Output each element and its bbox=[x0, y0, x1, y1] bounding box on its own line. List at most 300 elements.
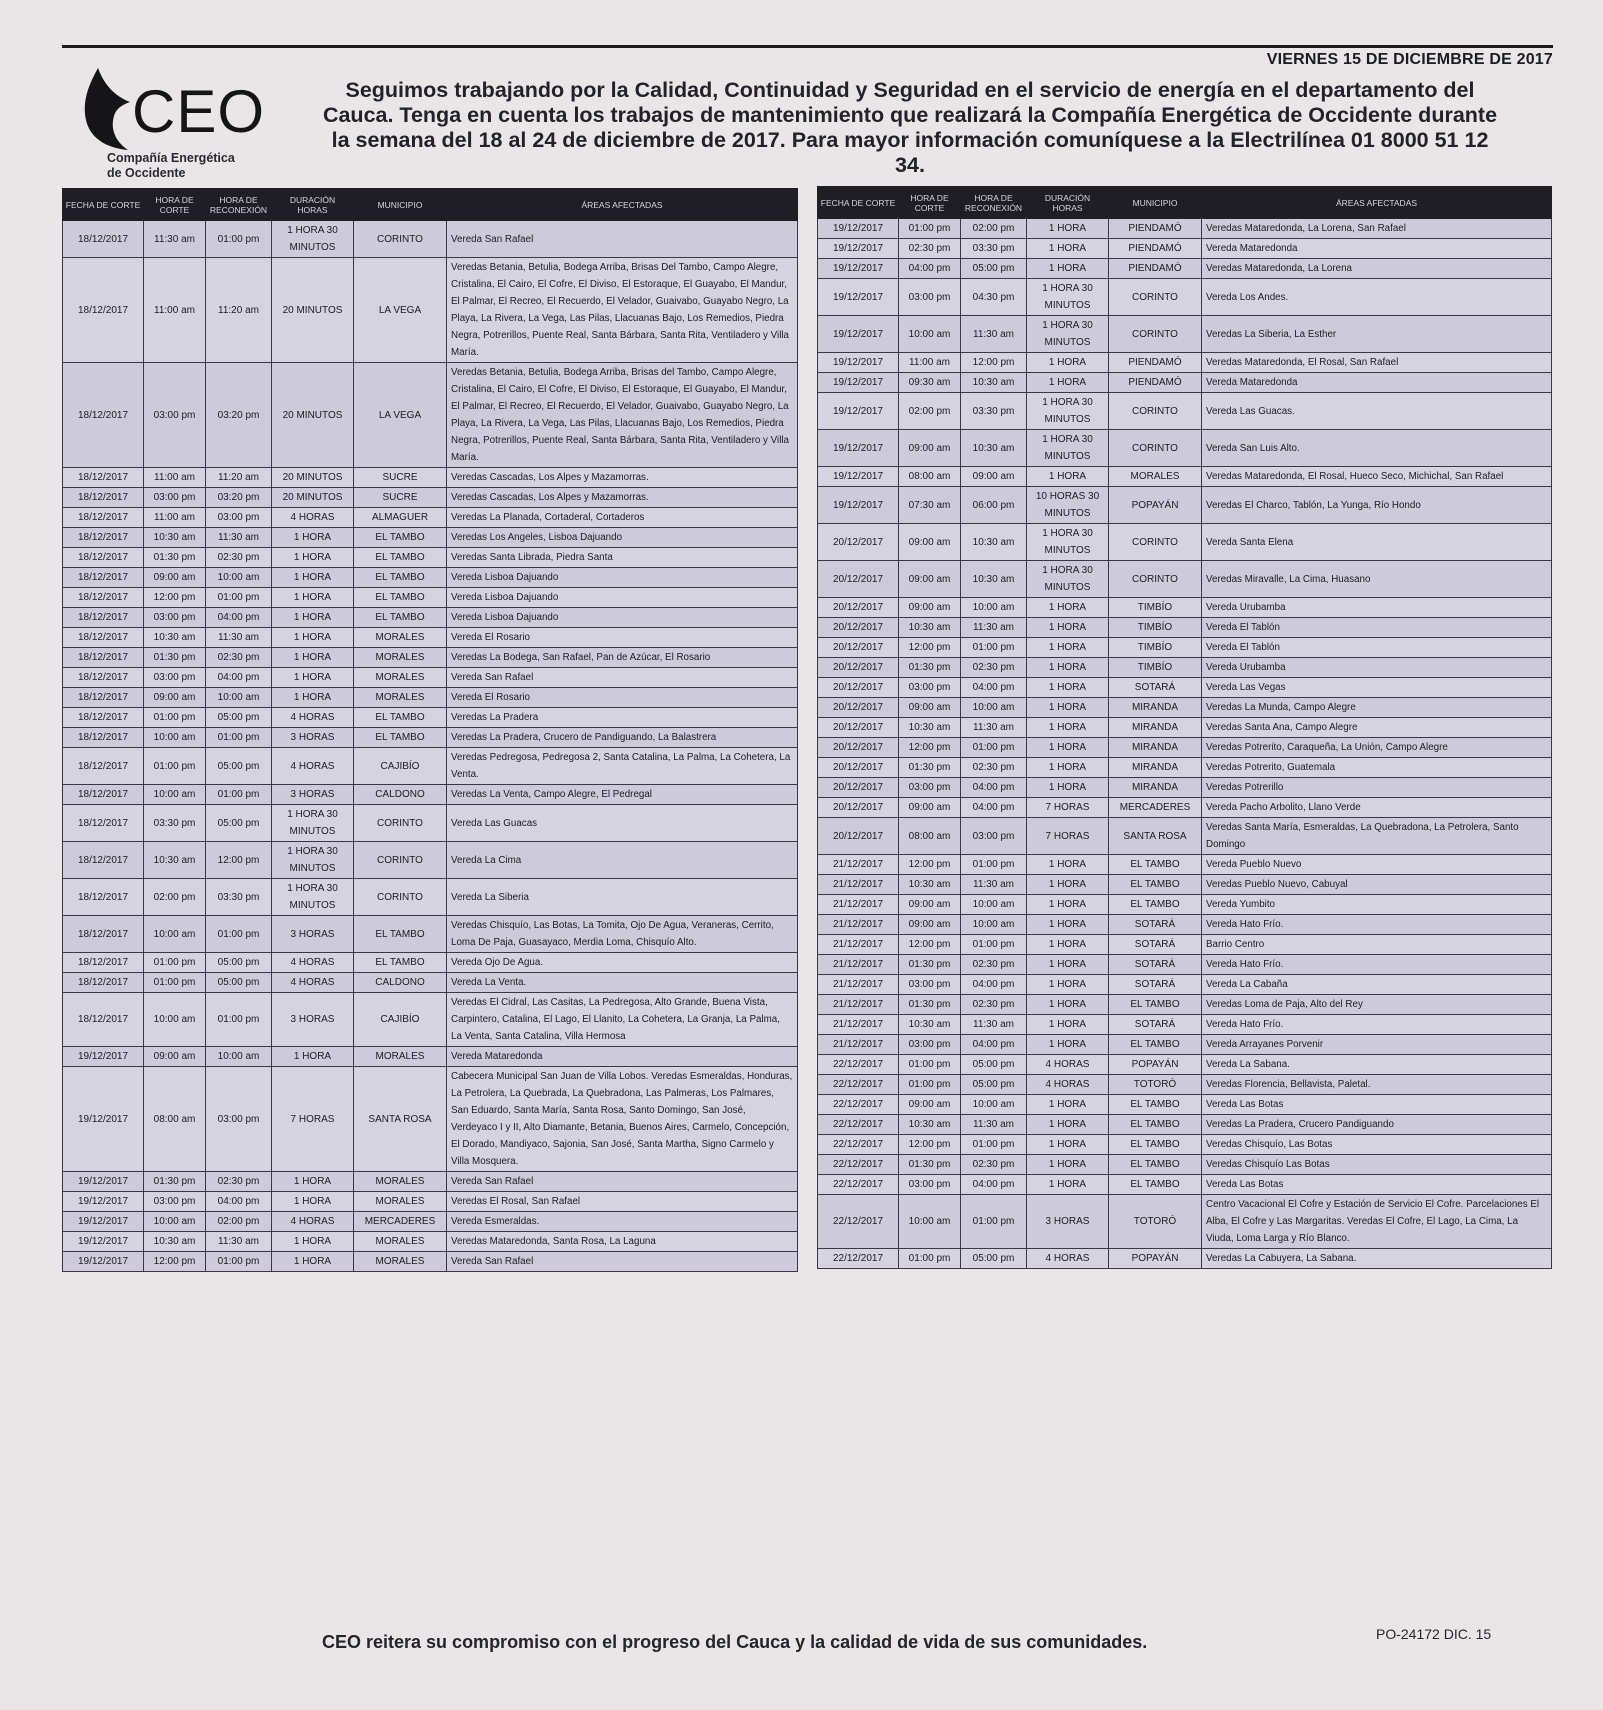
cell-hora-corte: 11:00 am bbox=[899, 353, 961, 373]
cell-fecha: 18/12/2017 bbox=[63, 608, 144, 628]
cell-areas: Veredas Pedregosa, Pedregosa 2, Santa Catalina, La Palma, La Cohetera, La Venta. bbox=[447, 748, 798, 785]
cell-municipio: EL TAMBO bbox=[354, 608, 447, 628]
cell-duracion: 1 HORA bbox=[1027, 353, 1109, 373]
cell-fecha: 19/12/2017 bbox=[63, 1232, 144, 1252]
col-hora-corte: HORA DE CORTE bbox=[144, 189, 206, 221]
table-row bbox=[63, 548, 798, 568]
cell-areas: Vereda San Rafael bbox=[447, 1172, 798, 1192]
cell-hora-corte: 03:00 pm bbox=[899, 975, 961, 995]
cell-duracion: 3 HORAS bbox=[272, 993, 354, 1047]
cell-hora-reconexion: 11:30 am bbox=[961, 718, 1027, 738]
cell-hora-corte: 03:00 pm bbox=[144, 488, 206, 508]
cell-fecha: 21/12/2017 bbox=[818, 855, 899, 875]
cell-areas: Veredas Los Angeles, Lisboa Dajuando bbox=[447, 528, 798, 548]
table-row bbox=[818, 678, 1552, 698]
cell-fecha: 18/12/2017 bbox=[63, 973, 144, 993]
cell-areas: Vereda Lisboa Dajuando bbox=[447, 568, 798, 588]
cell-municipio: MIRANDA bbox=[1109, 718, 1202, 738]
cell-hora-reconexion: 03:30 pm bbox=[961, 393, 1027, 430]
cell-fecha: 18/12/2017 bbox=[63, 363, 144, 468]
cell-hora-corte: 10:00 am bbox=[899, 316, 961, 353]
cell-hora-reconexion: 04:00 pm bbox=[961, 798, 1027, 818]
cell-duracion: 1 HORA bbox=[1027, 698, 1109, 718]
cell-areas: Vereda Santa Elena bbox=[1202, 524, 1552, 561]
publication-date: VIERNES 15 DE DICIEMBRE DE 2017 bbox=[1266, 51, 1553, 68]
cell-hora-corte: 02:30 pm bbox=[899, 239, 961, 259]
cell-areas: Veredas La Bodega, San Rafael, Pan de Azúcar, El Rosario bbox=[447, 648, 798, 668]
cell-hora-corte: 08:00 am bbox=[899, 818, 961, 855]
cell-areas: Veredas Florencia, Bellavista, Paletal. bbox=[1202, 1075, 1552, 1095]
cell-municipio: EL TAMBO bbox=[1109, 1135, 1202, 1155]
cell-areas: Veredas El Cidral, Las Casitas, La Pedregosa, Alto Grande, Buena Vista, Carpintero, Catalina, El Lago, El Llanito, La Cohetera, La Granja, La Palma, La Venta, Santa Catalina, Villa Hermosa bbox=[447, 993, 798, 1047]
cell-duracion: 1 HORA bbox=[1027, 1015, 1109, 1035]
cell-municipio: SOTARÁ bbox=[1109, 935, 1202, 955]
cell-hora-corte: 01:30 pm bbox=[899, 758, 961, 778]
cell-hora-corte: 01:00 pm bbox=[899, 1249, 961, 1269]
headline-notice: Seguimos trabajando por la Calidad, Continuidad y Seguridad en el servicio de energía en el departamento del Cauca. Tenga en cuenta los trabajos de mantenimiento que realizará la Compañía Energética de Occidente durante la semana del 18 al 24 de diciembre de 2017. Para mayor información comuníquese a la Electrilínea 01 8000 51 12 34. bbox=[322, 78, 1498, 177]
cell-fecha: 20/12/2017 bbox=[818, 758, 899, 778]
cell-hora-reconexion: 10:30 am bbox=[961, 430, 1027, 467]
cell-areas: Veredas La Siberia, La Esther bbox=[1202, 316, 1552, 353]
cell-areas: Vereda Mataredonda bbox=[1202, 373, 1552, 393]
cell-areas: Vereda El Rosario bbox=[447, 628, 798, 648]
cell-hora-reconexion: 10:00 am bbox=[961, 598, 1027, 618]
cell-municipio: EL TAMBO bbox=[1109, 1115, 1202, 1135]
cell-duracion: 4 HORAS bbox=[1027, 1249, 1109, 1269]
cell-areas: Vereda Urubamba bbox=[1202, 598, 1552, 618]
table-row bbox=[63, 363, 798, 468]
cell-hora-corte: 09:00 am bbox=[899, 895, 961, 915]
cell-hora-corte: 03:00 pm bbox=[899, 1175, 961, 1195]
cell-duracion: 1 HORA 30 MINUTOS bbox=[1027, 279, 1109, 316]
cell-areas: Veredas Chisquío, Las Botas, La Tomita, Ojo De Agua, Veraneras, Cerrito, Loma De Paja, Guasayaco, Merdia Loma, Chisquío Alto. bbox=[447, 916, 798, 953]
cell-hora-corte: 01:00 pm bbox=[899, 219, 961, 239]
table-row bbox=[818, 758, 1552, 778]
cell-fecha: 19/12/2017 bbox=[63, 1047, 144, 1067]
table-row bbox=[818, 975, 1552, 995]
cell-duracion: 1 HORA bbox=[1027, 598, 1109, 618]
cell-areas: Vereda Las Vegas bbox=[1202, 678, 1552, 698]
cell-hora-corte: 09:00 am bbox=[899, 915, 961, 935]
cell-areas: Veredas Mataredonda, La Lorena bbox=[1202, 259, 1552, 279]
cell-fecha: 20/12/2017 bbox=[818, 658, 899, 678]
table-row bbox=[818, 353, 1552, 373]
cell-municipio: MIRANDA bbox=[1109, 698, 1202, 718]
cell-areas: Vereda Hato Frío. bbox=[1202, 955, 1552, 975]
cell-hora-corte: 10:30 am bbox=[144, 628, 206, 648]
col-fecha: FECHA DE CORTE bbox=[63, 189, 144, 221]
table-row bbox=[818, 1075, 1552, 1095]
cell-hora-reconexion: 01:00 pm bbox=[206, 588, 272, 608]
cell-fecha: 19/12/2017 bbox=[818, 279, 899, 316]
cell-municipio: SOTARÁ bbox=[1109, 678, 1202, 698]
cell-municipio: ALMAGUER bbox=[354, 508, 447, 528]
cell-duracion: 1 HORA bbox=[1027, 855, 1109, 875]
cell-fecha: 18/12/2017 bbox=[63, 488, 144, 508]
cell-hora-reconexion: 02:00 pm bbox=[961, 219, 1027, 239]
cell-municipio: POPAYÁN bbox=[1109, 487, 1202, 524]
table-row bbox=[818, 373, 1552, 393]
cell-hora-corte: 01:30 pm bbox=[899, 995, 961, 1015]
table-row bbox=[818, 698, 1552, 718]
cell-areas: Veredas Santa Librada, Piedra Santa bbox=[447, 548, 798, 568]
cell-duracion: 1 HORA bbox=[272, 688, 354, 708]
cell-areas: Veredas Mataredonda, El Rosal, San Rafael bbox=[1202, 353, 1552, 373]
cell-duracion: 1 HORA bbox=[272, 648, 354, 668]
cell-duracion: 4 HORAS bbox=[272, 953, 354, 973]
table-row bbox=[63, 688, 798, 708]
cell-municipio: CAJIBÍO bbox=[354, 993, 447, 1047]
table-row bbox=[63, 1252, 798, 1272]
cell-fecha: 18/12/2017 bbox=[63, 916, 144, 953]
cell-duracion: 1 HORA 30 MINUTOS bbox=[1027, 393, 1109, 430]
cell-fecha: 21/12/2017 bbox=[818, 1015, 899, 1035]
cell-hora-reconexion: 10:00 am bbox=[206, 568, 272, 588]
cell-duracion: 1 HORA bbox=[272, 1047, 354, 1067]
cell-fecha: 20/12/2017 bbox=[818, 778, 899, 798]
cell-areas: Vereda El Tablón bbox=[1202, 638, 1552, 658]
cell-areas: Veredas Mataredonda, La Lorena, San Rafael bbox=[1202, 219, 1552, 239]
cell-hora-corte: 10:00 am bbox=[144, 916, 206, 953]
cell-municipio: SOTARÁ bbox=[1109, 975, 1202, 995]
cell-hora-corte: 10:00 am bbox=[144, 728, 206, 748]
cell-duracion: 4 HORAS bbox=[1027, 1055, 1109, 1075]
table-row bbox=[63, 748, 798, 785]
cell-hora-corte: 10:30 am bbox=[144, 528, 206, 548]
cell-areas: Vereda La Venta. bbox=[447, 973, 798, 993]
cell-fecha: 18/12/2017 bbox=[63, 748, 144, 785]
cell-duracion: 4 HORAS bbox=[1027, 1075, 1109, 1095]
cell-duracion: 1 HORA bbox=[1027, 915, 1109, 935]
cell-fecha: 18/12/2017 bbox=[63, 548, 144, 568]
col-hora-reconexion: HORA DE RECONEXIÓN bbox=[206, 189, 272, 221]
cell-hora-corte: 03:00 pm bbox=[899, 279, 961, 316]
cell-fecha: 22/12/2017 bbox=[818, 1175, 899, 1195]
table-row bbox=[818, 778, 1552, 798]
table-row bbox=[63, 785, 798, 805]
cell-hora-reconexion: 03:00 pm bbox=[206, 1067, 272, 1172]
cell-duracion: 1 HORA bbox=[1027, 373, 1109, 393]
cell-duracion: 1 HORA 30 MINUTOS bbox=[1027, 524, 1109, 561]
cell-areas: Vereda Urubamba bbox=[1202, 658, 1552, 678]
cell-hora-corte: 03:00 pm bbox=[144, 1192, 206, 1212]
cell-fecha: 19/12/2017 bbox=[818, 259, 899, 279]
cell-areas: Veredas La Cabuyera, La Sabana. bbox=[1202, 1249, 1552, 1269]
cell-fecha: 18/12/2017 bbox=[63, 842, 144, 879]
cell-fecha: 19/12/2017 bbox=[63, 1067, 144, 1172]
cell-fecha: 18/12/2017 bbox=[63, 528, 144, 548]
cell-areas: Veredas Loma de Paja, Alto del Rey bbox=[1202, 995, 1552, 1015]
cell-hora-reconexion: 01:00 pm bbox=[206, 1252, 272, 1272]
cell-hora-reconexion: 10:00 am bbox=[961, 1095, 1027, 1115]
cell-hora-corte: 01:30 pm bbox=[144, 548, 206, 568]
table-row bbox=[63, 648, 798, 668]
cell-duracion: 20 MINUTOS bbox=[272, 363, 354, 468]
cell-municipio: SOTARÁ bbox=[1109, 1015, 1202, 1035]
cell-hora-reconexion: 04:00 pm bbox=[206, 608, 272, 628]
cell-hora-reconexion: 05:00 pm bbox=[206, 953, 272, 973]
cell-duracion: 7 HORAS bbox=[1027, 798, 1109, 818]
schedule-table-left bbox=[62, 188, 798, 1272]
cell-hora-reconexion: 01:00 pm bbox=[961, 1195, 1027, 1249]
cell-hora-corte: 02:00 pm bbox=[899, 393, 961, 430]
logo-subtitle-line2: de Occidente bbox=[107, 166, 186, 180]
cell-fecha: 19/12/2017 bbox=[63, 1252, 144, 1272]
cell-duracion: 1 HORA bbox=[1027, 219, 1109, 239]
cell-municipio: MORALES bbox=[354, 628, 447, 648]
cell-municipio: MIRANDA bbox=[1109, 738, 1202, 758]
cell-fecha: 22/12/2017 bbox=[818, 1055, 899, 1075]
cell-hora-reconexion: 02:30 pm bbox=[206, 648, 272, 668]
cell-hora-reconexion: 10:00 am bbox=[206, 688, 272, 708]
cell-hora-reconexion: 01:00 pm bbox=[206, 785, 272, 805]
cell-areas: Vereda San Luis Alto. bbox=[1202, 430, 1552, 467]
table-row bbox=[63, 879, 798, 916]
cell-duracion: 1 HORA bbox=[272, 568, 354, 588]
table-row bbox=[818, 798, 1552, 818]
cell-municipio: MERCADERES bbox=[1109, 798, 1202, 818]
cell-duracion: 1 HORA bbox=[1027, 239, 1109, 259]
cell-hora-reconexion: 11:30 am bbox=[206, 1232, 272, 1252]
cell-duracion: 1 HORA 30 MINUTOS bbox=[1027, 316, 1109, 353]
cell-areas: Veredas Miravalle, La Cima, Huasano bbox=[1202, 561, 1552, 598]
cell-duracion: 1 HORA bbox=[272, 1252, 354, 1272]
cell-hora-corte: 03:00 pm bbox=[899, 678, 961, 698]
table-row bbox=[818, 598, 1552, 618]
cell-hora-corte: 01:30 pm bbox=[899, 658, 961, 678]
cell-municipio: CALDONO bbox=[354, 785, 447, 805]
table-row bbox=[63, 953, 798, 973]
cell-hora-reconexion: 12:00 pm bbox=[206, 842, 272, 879]
cell-areas: Vereda San Rafael bbox=[447, 221, 798, 258]
cell-fecha: 22/12/2017 bbox=[818, 1155, 899, 1175]
cell-hora-reconexion: 10:30 am bbox=[961, 524, 1027, 561]
cell-fecha: 18/12/2017 bbox=[63, 953, 144, 973]
cell-areas: Veredas Santa María, Esmeraldas, La Quebradona, La Petrolera, Santo Domingo bbox=[1202, 818, 1552, 855]
cell-municipio: CORINTO bbox=[354, 805, 447, 842]
cell-fecha: 20/12/2017 bbox=[818, 818, 899, 855]
table-header-row bbox=[63, 189, 798, 221]
cell-municipio: EL TAMBO bbox=[1109, 1095, 1202, 1115]
cell-areas: Vereda Los Andes. bbox=[1202, 279, 1552, 316]
cell-hora-reconexion: 03:30 pm bbox=[961, 239, 1027, 259]
table-row bbox=[63, 608, 798, 628]
table-row bbox=[818, 467, 1552, 487]
cell-duracion: 1 HORA bbox=[1027, 1115, 1109, 1135]
cell-fecha: 18/12/2017 bbox=[63, 258, 144, 363]
table-row bbox=[63, 1047, 798, 1067]
table-row bbox=[818, 875, 1552, 895]
cell-duracion: 1 HORA bbox=[1027, 658, 1109, 678]
cell-duracion: 3 HORAS bbox=[1027, 1195, 1109, 1249]
cell-fecha: 22/12/2017 bbox=[818, 1075, 899, 1095]
table-header-row bbox=[818, 187, 1552, 219]
cell-hora-reconexion: 11:30 am bbox=[961, 316, 1027, 353]
cell-duracion: 1 HORA 30 MINUTOS bbox=[272, 221, 354, 258]
cell-hora-reconexion: 10:00 am bbox=[961, 698, 1027, 718]
cell-hora-corte: 01:30 pm bbox=[144, 648, 206, 668]
cell-hora-reconexion: 10:00 am bbox=[206, 1047, 272, 1067]
cell-hora-reconexion: 10:30 am bbox=[961, 561, 1027, 598]
cell-municipio: CORINTO bbox=[1109, 430, 1202, 467]
cell-fecha: 19/12/2017 bbox=[818, 487, 899, 524]
table-row bbox=[818, 955, 1552, 975]
table-row bbox=[818, 935, 1552, 955]
cell-areas: Vereda Las Botas bbox=[1202, 1175, 1552, 1195]
cell-municipio: MORALES bbox=[354, 648, 447, 668]
cell-hora-reconexion: 11:30 am bbox=[961, 618, 1027, 638]
cell-hora-corte: 12:00 pm bbox=[899, 855, 961, 875]
cell-hora-reconexion: 01:00 pm bbox=[206, 916, 272, 953]
table-row bbox=[818, 855, 1552, 875]
cell-municipio: MORALES bbox=[354, 1192, 447, 1212]
table-row bbox=[63, 728, 798, 748]
table-row bbox=[63, 973, 798, 993]
cell-areas: Veredas Chisquío, Las Botas bbox=[1202, 1135, 1552, 1155]
cell-areas: Veredas Chisquío Las Botas bbox=[1202, 1155, 1552, 1175]
cell-hora-reconexion: 11:20 am bbox=[206, 468, 272, 488]
cell-hora-corte: 09:00 am bbox=[144, 688, 206, 708]
cell-duracion: 1 HORA bbox=[1027, 259, 1109, 279]
cell-duracion: 4 HORAS bbox=[272, 1212, 354, 1232]
cell-hora-reconexion: 02:00 pm bbox=[206, 1212, 272, 1232]
cell-areas: Veredas La Pradera, Crucero de Pandiguando, La Balastrera bbox=[447, 728, 798, 748]
cell-hora-reconexion: 04:00 pm bbox=[961, 975, 1027, 995]
table-row bbox=[818, 1015, 1552, 1035]
table-row bbox=[818, 316, 1552, 353]
cell-hora-corte: 09:00 am bbox=[899, 798, 961, 818]
cell-areas: Veredas La Venta, Campo Alegre, El Pedregal bbox=[447, 785, 798, 805]
cell-areas: Vereda Yumbito bbox=[1202, 895, 1552, 915]
cell-hora-reconexion: 03:00 pm bbox=[961, 818, 1027, 855]
cell-hora-corte: 10:30 am bbox=[899, 618, 961, 638]
cell-duracion: 1 HORA bbox=[1027, 875, 1109, 895]
cell-areas: Veredas Cascadas, Los Alpes y Mazamorras. bbox=[447, 468, 798, 488]
cell-municipio: SOTARÁ bbox=[1109, 915, 1202, 935]
cell-hora-corte: 01:00 pm bbox=[144, 748, 206, 785]
cell-areas: Vereda Mataredonda bbox=[447, 1047, 798, 1067]
cell-hora-reconexion: 01:00 pm bbox=[961, 638, 1027, 658]
cell-municipio: SANTA ROSA bbox=[1109, 818, 1202, 855]
cell-fecha: 19/12/2017 bbox=[63, 1212, 144, 1232]
cell-fecha: 21/12/2017 bbox=[818, 875, 899, 895]
cell-hora-reconexion: 02:30 pm bbox=[961, 758, 1027, 778]
cell-fecha: 18/12/2017 bbox=[63, 588, 144, 608]
cell-fecha: 22/12/2017 bbox=[818, 1195, 899, 1249]
cell-duracion: 3 HORAS bbox=[272, 785, 354, 805]
table-row bbox=[63, 668, 798, 688]
cell-areas: Vereda Lisboa Dajuando bbox=[447, 588, 798, 608]
cell-municipio: EL TAMBO bbox=[1109, 995, 1202, 1015]
table-row bbox=[63, 628, 798, 648]
cell-fecha: 18/12/2017 bbox=[63, 879, 144, 916]
cell-areas: Vereda Pueblo Nuevo bbox=[1202, 855, 1552, 875]
table-row bbox=[818, 658, 1552, 678]
col-fecha: FECHA DE CORTE bbox=[818, 187, 899, 219]
cell-fecha: 18/12/2017 bbox=[63, 728, 144, 748]
cell-fecha: 20/12/2017 bbox=[818, 798, 899, 818]
cell-municipio: CORINTO bbox=[354, 842, 447, 879]
cell-fecha: 19/12/2017 bbox=[818, 467, 899, 487]
cell-duracion: 1 HORA bbox=[1027, 1095, 1109, 1115]
cell-hora-reconexion: 05:00 pm bbox=[961, 1249, 1027, 1269]
cell-duracion: 1 HORA bbox=[1027, 467, 1109, 487]
cell-areas: Vereda Las Guacas. bbox=[1202, 393, 1552, 430]
cell-duracion: 1 HORA bbox=[1027, 895, 1109, 915]
cell-municipio: POPAYÁN bbox=[1109, 1055, 1202, 1075]
cell-hora-corte: 10:30 am bbox=[899, 1015, 961, 1035]
cell-hora-corte: 10:30 am bbox=[144, 1232, 206, 1252]
cell-municipio: MORALES bbox=[354, 668, 447, 688]
table-row bbox=[818, 1095, 1552, 1115]
cell-areas: Veredas Mataredonda, El Rosal, Hueco Seco, Michichal, San Rafael bbox=[1202, 467, 1552, 487]
cell-fecha: 21/12/2017 bbox=[818, 1035, 899, 1055]
cell-hora-corte: 02:00 pm bbox=[144, 879, 206, 916]
cell-hora-corte: 09:00 am bbox=[144, 568, 206, 588]
cell-municipio: EL TAMBO bbox=[354, 548, 447, 568]
cell-municipio: CORINTO bbox=[354, 221, 447, 258]
cell-areas: Veredas Betania, Betulia, Bodega Arriba, Brisas del Tambo, Campo Alegre, Cristalina, El Cairo, El Cofre, El Diviso, El Estoraque, El Guayabo, El Mandur, El Palmar, El Recreo, El Recuerdo, El Velador, Guaivabo, Guayabo Negro, La Playa, La Rivera, La Vega, Las Pilas, Llacuanas Bajo, Los Remedios, Piedra Negra, Potrerillos, Puente Real, Santa Bárbara, Santa Rita, Ventiladero y Villa María. bbox=[447, 363, 798, 468]
cell-duracion: 1 HORA bbox=[272, 548, 354, 568]
table-row bbox=[818, 487, 1552, 524]
cell-fecha: 18/12/2017 bbox=[63, 688, 144, 708]
cell-hora-corte: 03:00 pm bbox=[144, 608, 206, 628]
cell-hora-reconexion: 01:00 pm bbox=[961, 935, 1027, 955]
cell-hora-corte: 01:00 pm bbox=[899, 1075, 961, 1095]
cell-areas: Veredas Pueblo Nuevo, Cabuyal bbox=[1202, 875, 1552, 895]
cell-municipio: CORINTO bbox=[1109, 316, 1202, 353]
cell-municipio: TIMBÍO bbox=[1109, 638, 1202, 658]
cell-areas: Veredas Betania, Betulia, Bodega Arriba, Brisas Del Tambo, Campo Alegre, Cristalina, El Cairo, El Cofre, El Diviso, El Estoraque, El Guayabo, El Mandur, El Palmar, El Recreo, El Recuerdo, El Velador, Guaivabo, Guayabo Negro, La Playa, La Rivera, La Vega, Las Pilas, Llacuanas Bajo, Los Remedios, Piedra Negra, Potrerillos, Puente Real, Santa Bárbara, Santa Rita, Ventiladero y Villa María. bbox=[447, 258, 798, 363]
table-row bbox=[63, 1067, 798, 1172]
cell-duracion: 1 HORA bbox=[1027, 935, 1109, 955]
cell-hora-corte: 11:00 am bbox=[144, 468, 206, 488]
cell-duracion: 1 HORA bbox=[1027, 1035, 1109, 1055]
cell-hora-corte: 03:00 pm bbox=[899, 778, 961, 798]
cell-fecha: 21/12/2017 bbox=[818, 995, 899, 1015]
cell-hora-reconexion: 03:20 pm bbox=[206, 363, 272, 468]
cell-municipio: LA VEGA bbox=[354, 363, 447, 468]
cell-hora-corte: 12:00 pm bbox=[899, 638, 961, 658]
cell-duracion: 1 HORA bbox=[1027, 758, 1109, 778]
cell-areas: Vereda La Sabana. bbox=[1202, 1055, 1552, 1075]
col-municipio: MUNICIPIO bbox=[354, 189, 447, 221]
table-row bbox=[63, 993, 798, 1047]
table-row bbox=[63, 468, 798, 488]
cell-hora-corte: 10:00 am bbox=[144, 1212, 206, 1232]
cell-duracion: 4 HORAS bbox=[272, 508, 354, 528]
cell-areas: Vereda Las Guacas bbox=[447, 805, 798, 842]
cell-municipio: EL TAMBO bbox=[354, 916, 447, 953]
table-row bbox=[63, 1232, 798, 1252]
cell-fecha: 21/12/2017 bbox=[818, 975, 899, 995]
cell-municipio: EL TAMBO bbox=[1109, 855, 1202, 875]
cell-areas: Vereda Ojo De Agua. bbox=[447, 953, 798, 973]
cell-hora-corte: 09:00 am bbox=[899, 561, 961, 598]
cell-hora-corte: 09:00 am bbox=[899, 598, 961, 618]
cell-municipio: MORALES bbox=[354, 1172, 447, 1192]
cell-hora-corte: 01:00 pm bbox=[144, 953, 206, 973]
cell-fecha: 19/12/2017 bbox=[818, 219, 899, 239]
cell-duracion: 4 HORAS bbox=[272, 973, 354, 993]
table-row bbox=[63, 1192, 798, 1212]
cell-hora-corte: 03:30 pm bbox=[144, 805, 206, 842]
cell-areas: Vereda El Rosario bbox=[447, 688, 798, 708]
cell-duracion: 1 HORA 30 MINUTOS bbox=[272, 805, 354, 842]
cell-areas: Veredas La Pradera, Crucero Pandiguando bbox=[1202, 1115, 1552, 1135]
cell-fecha: 18/12/2017 bbox=[63, 993, 144, 1047]
cell-hora-reconexion: 02:30 pm bbox=[961, 1155, 1027, 1175]
